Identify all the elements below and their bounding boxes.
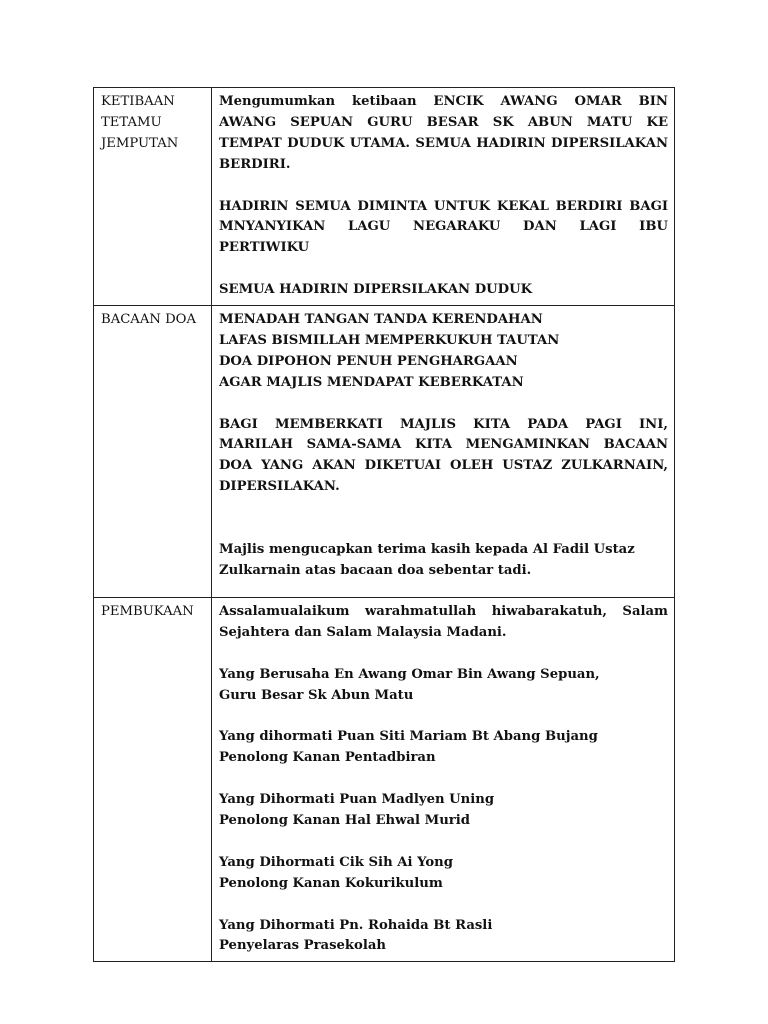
verse-line: MENADAH TANGAN TANDA KERENDAHAN bbox=[219, 312, 543, 328]
dignitary-entry bbox=[219, 853, 668, 895]
doa-thanks-paragraph: Majlis mengucapkan terima kasih kepada Al Fadil Ustaz Zulkarnain atas bacaan doa sebentar tadi. bbox=[219, 541, 635, 578]
dignitary-title: Guru Besar Sk Abun Matu bbox=[219, 687, 414, 703]
program-table bbox=[93, 87, 675, 962]
row-label-pembukaan bbox=[94, 598, 212, 962]
row-content-ketibaan bbox=[212, 88, 675, 306]
label-line: KETIBAAN bbox=[101, 94, 175, 109]
verse-line: LAFAS BISMILLAH MEMPERKUKUH TAUTAN bbox=[219, 332, 560, 348]
row-label-ketibaan bbox=[94, 88, 212, 306]
dignitary-name: Yang dihormati Puan Siti Mariam Bt Abang Bujang bbox=[219, 729, 598, 745]
seated-paragraph: SEMUA HADIRIN DIPERSILAKAN DUDUK bbox=[219, 282, 533, 298]
dignitary-entry bbox=[219, 665, 668, 707]
dignitary-entry bbox=[219, 790, 668, 832]
greeting-paragraph: Assalamualaikum warahmatullah hiwabarakatuh, Salam Sejahtera dan Salam Malaysia Madani. bbox=[219, 604, 668, 640]
row-content-pembukaan bbox=[212, 598, 675, 962]
verse-line: AGAR MAJLIS MENDAPAT KEBERKATAN bbox=[219, 374, 524, 390]
dignitary-title: Penyelaras Prasekolah bbox=[219, 938, 386, 954]
dignitary-entry bbox=[219, 727, 668, 769]
anthem-paragraph: HADIRIN SEMUA DIMINTA UNTUK KEKAL BERDIRI BAGI MNYANYIKAN LAGU NEGARAKU DAN LAGI IBU PERTIWIKU bbox=[219, 198, 668, 256]
dignitary-name: Yang Berusaha En Awang Omar Bin Awang Sepuan, bbox=[219, 666, 600, 682]
dignitary-name: Yang Dihormati Pn. Rohaida Bt Rasli bbox=[219, 917, 493, 933]
table-row bbox=[94, 598, 675, 962]
verse-line: DOA DIPOHON PENUH PENGHARGAAN bbox=[219, 353, 518, 369]
table-row bbox=[94, 306, 675, 598]
doa-invitation-paragraph: BAGI MEMBERKATI MAJLIS KITA PADA PAGI INI, MARILAH SAMA-SAMA KITA MENGAMINKAN BACAAN DOA YANG AKAN DIKETUAI OLEH USTAZ ZULKARNAIN, DIPERSILAKAN. bbox=[219, 416, 668, 495]
label-line: BACAAN DOA bbox=[101, 312, 196, 328]
table-row bbox=[94, 88, 675, 306]
dignitary-name: Yang Dihormati Cik Sih Ai Yong bbox=[219, 854, 453, 870]
dignitary-title: Penolong Kanan Hal Ehwal Murid bbox=[219, 813, 470, 829]
label-line: TETAMU bbox=[101, 114, 162, 130]
row-content-bacaan-doa bbox=[212, 306, 675, 598]
announcement-paragraph: Mengumumkan ketibaan ENCIK AWANG OMAR BIN AWANG SEPUAN GURU BESAR SK ABUN MATU KE TEMPAT DUDUK UTAMA. SEMUA HADIRIN DIPERSILAKAN BERDIRI. bbox=[219, 94, 668, 172]
dignitary-entry bbox=[219, 916, 668, 958]
row-label-bacaan-doa bbox=[94, 306, 212, 598]
label-line: PEMBUKAAN bbox=[101, 604, 194, 620]
dignitary-name: Yang Dihormati Puan Madlyen Uning bbox=[219, 792, 495, 808]
dignitary-title: Penolong Kanan Pentadbiran bbox=[219, 750, 436, 766]
dignitary-title: Penolong Kanan Kokurikulum bbox=[219, 875, 443, 891]
label-line: JEMPUTAN bbox=[101, 135, 179, 151]
